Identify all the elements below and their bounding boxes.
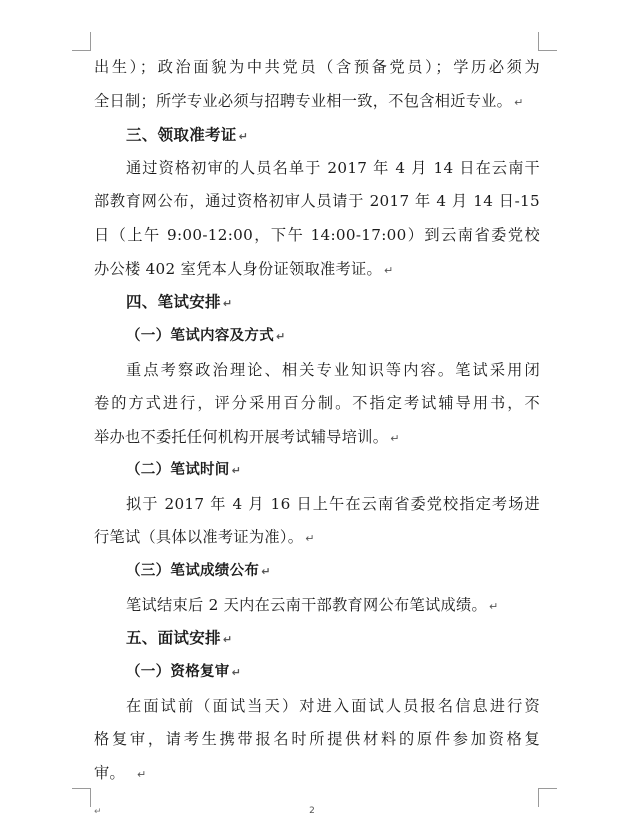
body-line: 卷的方式进行，评分采用百分制。不指定考试辅导用书，不 <box>94 394 540 412</box>
paragraph-mark-icon: ↵ <box>222 297 233 310</box>
section-heading: 四、笔试安排 ↵ <box>126 293 233 311</box>
subsection-heading: （二）笔试时间 ↵ <box>126 462 242 478</box>
body-line: 部教育网公布，通过资格初审人员请于 2017 年 4 月 14 日-15 <box>94 192 540 210</box>
body-line: 全日制；所学专业必须与招聘专业相一致，不包含相近专业。 ↵ <box>94 92 524 110</box>
page-number: 2 <box>309 806 315 816</box>
paragraph-mark-icon: ↵ <box>514 96 524 109</box>
body-line: 举办也不委托任何机构开展考试辅导培训。 ↵ <box>94 428 400 446</box>
crop-mark-top-right <box>538 32 557 51</box>
body-line: 办公楼 402 室凭本人身份证领取准考证。 ↵ <box>94 260 394 278</box>
body-line: 出生）；政治面貌为中共党员（含预备党员）；学历必须为 <box>94 58 540 76</box>
paragraph-mark-icon: ↵ <box>231 666 242 679</box>
body-line: 格复审，请考生携带报名时所提供材料的原件参加资格复 <box>94 730 540 748</box>
body-line: 在面试前（面试当天）对进入面试人员报名信息进行资 <box>126 697 540 715</box>
crop-mark-top-left <box>72 32 91 51</box>
paragraph-mark-icon: ↵ <box>488 600 499 613</box>
crop-mark-bottom-left <box>72 788 91 807</box>
section-heading: 三、领取准考证 ↵ <box>126 126 249 144</box>
footer-paragraph-mark-icon: ↵ <box>94 807 102 817</box>
paragraph-mark-icon: ↵ <box>222 633 233 646</box>
subsection-heading: （一）资格复审 ↵ <box>126 664 242 680</box>
subsection-heading: （三）笔试成绩公布 ↵ <box>126 563 271 579</box>
paragraph-mark-icon: ↵ <box>305 532 315 545</box>
body-line: 通过资格初审的人员名单于 2017 年 4 月 14 日在云南干 <box>126 159 540 177</box>
body-line: 行笔试（具体以准考证为准）。 ↵ <box>94 528 315 546</box>
paragraph-mark-icon: ↵ <box>136 768 147 781</box>
paragraph-mark-icon: ↵ <box>238 130 249 143</box>
paragraph-mark-icon: ↵ <box>261 565 271 578</box>
body-line: 审。 ↵ <box>94 764 147 782</box>
crop-mark-bottom-right <box>538 788 557 807</box>
body-line: 日（上午 9:00-12:00，下午 14:00-17:00）到云南省委党校 <box>94 226 540 244</box>
paragraph-mark-icon: ↵ <box>231 464 242 477</box>
body-line: 笔试结束后 2 天内在云南干部教育网公布笔试成绩。 ↵ <box>126 596 499 614</box>
section-heading: 五、面试安排 ↵ <box>126 629 233 647</box>
subsection-heading: （一）笔试内容及方式 ↵ <box>126 328 286 344</box>
body-line: 重点考察政治理论、相关专业知识等内容。笔试采用闭 <box>126 361 540 379</box>
paragraph-mark-icon: ↵ <box>383 264 394 277</box>
paragraph-mark-icon: ↵ <box>390 432 400 445</box>
body-line: 拟于 2017 年 4 月 16 日上午在云南省委党校指定考场进 <box>126 495 540 513</box>
paragraph-mark-icon: ↵ <box>276 330 286 343</box>
